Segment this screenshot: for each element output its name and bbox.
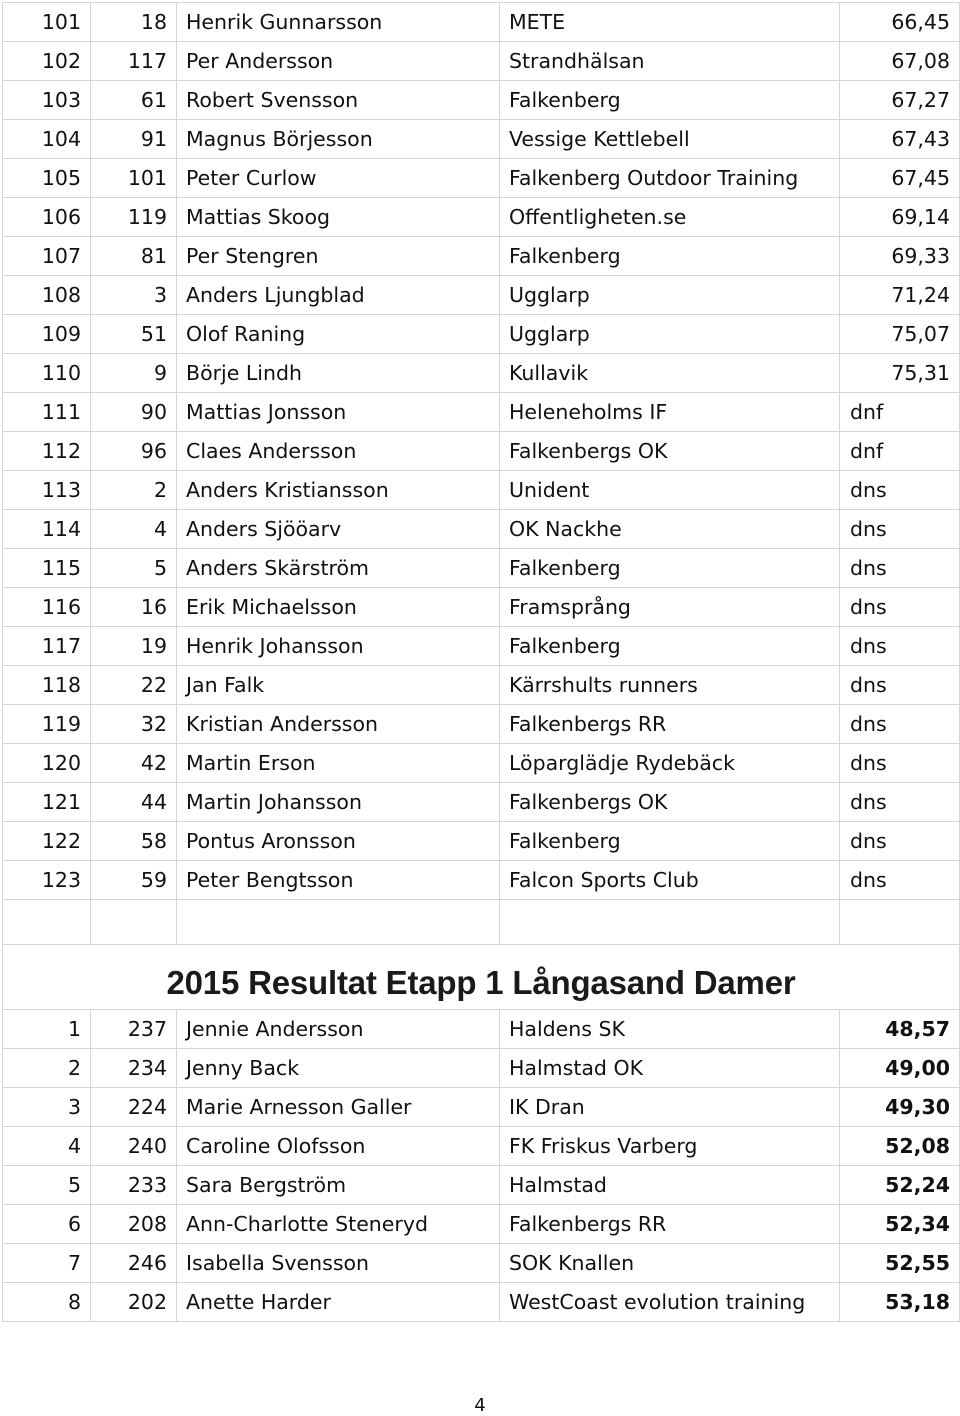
- result-row: [3, 1010, 960, 1049]
- runner-name-cell: Sara Bergström: [177, 1166, 500, 1205]
- club-cell: OK Nackhe: [500, 510, 840, 549]
- runner-name-cell: Anders Ljungblad: [177, 276, 500, 315]
- bib-number-cell: 234: [91, 1049, 177, 1088]
- time-cell: 52,55: [840, 1244, 960, 1283]
- time-cell: 75,31: [840, 354, 960, 393]
- result-row: [3, 1166, 960, 1205]
- club-cell: Framsprång: [500, 588, 840, 627]
- result-row: [3, 237, 960, 276]
- club-cell: Falkenberg: [500, 627, 840, 666]
- result-row: [3, 1283, 960, 1322]
- time-cell: 52,08: [840, 1127, 960, 1166]
- time-cell: dns: [840, 744, 960, 783]
- damer-results: [3, 1010, 960, 1322]
- runner-name-cell: Caroline Olofsson: [177, 1127, 500, 1166]
- section-heading-row: [3, 945, 960, 1010]
- position-cell: 116: [3, 588, 91, 627]
- runner-name-cell: Per Andersson: [177, 42, 500, 81]
- position-cell: 6: [3, 1205, 91, 1244]
- bib-number-cell: 119: [91, 198, 177, 237]
- runner-name-cell: Magnus Börjesson: [177, 120, 500, 159]
- bib-number-cell: 208: [91, 1205, 177, 1244]
- time-cell: dns: [840, 822, 960, 861]
- result-row: [3, 471, 960, 510]
- time-cell: 67,43: [840, 120, 960, 159]
- results-table: [2, 2, 960, 1322]
- page-number: 4: [474, 1395, 486, 1416]
- club-cell: Falkenberg Outdoor Training: [500, 159, 840, 198]
- club-cell: Falkenberg: [500, 822, 840, 861]
- section-title: 2015 Resultat Etapp 1 Långasand Damer: [166, 964, 796, 1001]
- runner-name-cell: Pontus Aronsson: [177, 822, 500, 861]
- runner-name-cell: Anette Harder: [177, 1283, 500, 1322]
- blank-row: [3, 900, 960, 945]
- runner-name-cell: Martin Johansson: [177, 783, 500, 822]
- result-row: [3, 1205, 960, 1244]
- time-cell: 69,14: [840, 198, 960, 237]
- position-cell: 123: [3, 861, 91, 900]
- runner-name-cell: Erik Michaelsson: [177, 588, 500, 627]
- time-cell: 52,24: [840, 1166, 960, 1205]
- result-row: [3, 1049, 960, 1088]
- result-row: [3, 42, 960, 81]
- position-cell: 112: [3, 432, 91, 471]
- club-cell: Löparglädje Rydebäck: [500, 744, 840, 783]
- result-row: [3, 1244, 960, 1283]
- club-cell: Kärrshults runners: [500, 666, 840, 705]
- runner-name-cell: Mattias Skoog: [177, 198, 500, 237]
- result-row: [3, 1088, 960, 1127]
- result-row: [3, 861, 960, 900]
- time-cell: 49,00: [840, 1049, 960, 1088]
- result-row: [3, 159, 960, 198]
- time-cell: 66,45: [840, 3, 960, 42]
- time-cell: dns: [840, 471, 960, 510]
- club-cell: Halmstad OK: [500, 1049, 840, 1088]
- runner-name-cell: Henrik Gunnarsson: [177, 3, 500, 42]
- result-row: [3, 705, 960, 744]
- bib-number-cell: 61: [91, 81, 177, 120]
- runner-name-cell: Henrik Johansson: [177, 627, 500, 666]
- runner-name-cell: Jennie Andersson: [177, 1010, 500, 1049]
- bib-number-cell: 44: [91, 783, 177, 822]
- club-cell: Strandhälsan: [500, 42, 840, 81]
- club-cell: Unident: [500, 471, 840, 510]
- bib-number-cell: 240: [91, 1127, 177, 1166]
- runner-name-cell: Anders Kristiansson: [177, 471, 500, 510]
- bib-number-cell: 90: [91, 393, 177, 432]
- result-row: [3, 81, 960, 120]
- result-row: [3, 198, 960, 237]
- position-cell: 103: [3, 81, 91, 120]
- time-cell: 52,34: [840, 1205, 960, 1244]
- time-cell: dns: [840, 549, 960, 588]
- position-cell: 111: [3, 393, 91, 432]
- runner-name-cell: Per Stengren: [177, 237, 500, 276]
- time-cell: 67,08: [840, 42, 960, 81]
- position-cell: 105: [3, 159, 91, 198]
- position-cell: 108: [3, 276, 91, 315]
- bib-number-cell: 18: [91, 3, 177, 42]
- result-row: [3, 744, 960, 783]
- position-cell: 7: [3, 1244, 91, 1283]
- club-cell: FK Friskus Varberg: [500, 1127, 840, 1166]
- bib-number-cell: 4: [91, 510, 177, 549]
- bib-number-cell: 246: [91, 1244, 177, 1283]
- bib-number-cell: 81: [91, 237, 177, 276]
- runner-name-cell: Anders Skärström: [177, 549, 500, 588]
- time-cell: dns: [840, 627, 960, 666]
- position-cell: 107: [3, 237, 91, 276]
- position-cell: 3: [3, 1088, 91, 1127]
- runner-name-cell: Kristian Andersson: [177, 705, 500, 744]
- club-cell: Falkenberg: [500, 81, 840, 120]
- bib-number-cell: 42: [91, 744, 177, 783]
- club-cell: Falkenbergs RR: [500, 705, 840, 744]
- runner-name-cell: Anders Sjööarv: [177, 510, 500, 549]
- club-cell: IK Dran: [500, 1088, 840, 1127]
- bib-number-cell: 59: [91, 861, 177, 900]
- bib-number-cell: 237: [91, 1010, 177, 1049]
- club-cell: Falkenbergs RR: [500, 1205, 840, 1244]
- position-cell: 4: [3, 1127, 91, 1166]
- time-cell: dns: [840, 666, 960, 705]
- position-cell: 115: [3, 549, 91, 588]
- position-cell: 1: [3, 1010, 91, 1049]
- runner-name-cell: Peter Curlow: [177, 159, 500, 198]
- club-cell: Heleneholms IF: [500, 393, 840, 432]
- club-cell: Kullavik: [500, 354, 840, 393]
- position-cell: 121: [3, 783, 91, 822]
- position-cell: 118: [3, 666, 91, 705]
- result-row: [3, 822, 960, 861]
- result-row: [3, 666, 960, 705]
- club-cell: Falcon Sports Club: [500, 861, 840, 900]
- position-cell: 5: [3, 1166, 91, 1205]
- time-cell: 67,45: [840, 159, 960, 198]
- club-cell: Ugglarp: [500, 276, 840, 315]
- bib-number-cell: 16: [91, 588, 177, 627]
- bib-number-cell: 58: [91, 822, 177, 861]
- club-cell: Offentligheten.se: [500, 198, 840, 237]
- result-row: [3, 315, 960, 354]
- position-cell: 104: [3, 120, 91, 159]
- bib-number-cell: 19: [91, 627, 177, 666]
- position-cell: 113: [3, 471, 91, 510]
- club-cell: WestCoast evolution training: [500, 1283, 840, 1322]
- club-cell: Falkenbergs OK: [500, 432, 840, 471]
- bib-number-cell: 91: [91, 120, 177, 159]
- time-cell: 67,27: [840, 81, 960, 120]
- position-cell: 114: [3, 510, 91, 549]
- result-row: [3, 120, 960, 159]
- section-separator: [3, 900, 960, 1010]
- result-row: [3, 393, 960, 432]
- result-row: [3, 432, 960, 471]
- runner-name-cell: Robert Svensson: [177, 81, 500, 120]
- club-cell: Vessige Kettlebell: [500, 120, 840, 159]
- result-row: [3, 354, 960, 393]
- position-cell: 2: [3, 1049, 91, 1088]
- position-cell: 122: [3, 822, 91, 861]
- position-cell: 101: [3, 3, 91, 42]
- result-row: [3, 1127, 960, 1166]
- club-cell: Falkenberg: [500, 549, 840, 588]
- bib-number-cell: 3: [91, 276, 177, 315]
- bib-number-cell: 202: [91, 1283, 177, 1322]
- position-cell: 117: [3, 627, 91, 666]
- position-cell: 102: [3, 42, 91, 81]
- club-cell: Halmstad: [500, 1166, 840, 1205]
- time-cell: 75,07: [840, 315, 960, 354]
- time-cell: dns: [840, 783, 960, 822]
- time-cell: dns: [840, 861, 960, 900]
- runner-name-cell: Ann-Charlotte Steneryd: [177, 1205, 500, 1244]
- club-cell: METE: [500, 3, 840, 42]
- result-row: [3, 549, 960, 588]
- runner-name-cell: Börje Lindh: [177, 354, 500, 393]
- runner-name-cell: Olof Raning: [177, 315, 500, 354]
- bib-number-cell: 32: [91, 705, 177, 744]
- bib-number-cell: 96: [91, 432, 177, 471]
- club-cell: Falkenbergs OK: [500, 783, 840, 822]
- position-cell: 106: [3, 198, 91, 237]
- herrar-results: [3, 3, 960, 900]
- club-cell: Ugglarp: [500, 315, 840, 354]
- time-cell: dnf: [840, 432, 960, 471]
- runner-name-cell: Marie Arnesson Galler: [177, 1088, 500, 1127]
- runner-name-cell: Martin Erson: [177, 744, 500, 783]
- runner-name-cell: Mattias Jonsson: [177, 393, 500, 432]
- time-cell: dns: [840, 705, 960, 744]
- result-row: [3, 588, 960, 627]
- result-row: [3, 627, 960, 666]
- result-row: [3, 783, 960, 822]
- bib-number-cell: 5: [91, 549, 177, 588]
- club-cell: Haldens SK: [500, 1010, 840, 1049]
- runner-name-cell: Jenny Back: [177, 1049, 500, 1088]
- time-cell: 71,24: [840, 276, 960, 315]
- time-cell: dns: [840, 588, 960, 627]
- club-cell: SOK Knallen: [500, 1244, 840, 1283]
- position-cell: 8: [3, 1283, 91, 1322]
- runner-name-cell: Jan Falk: [177, 666, 500, 705]
- position-cell: 119: [3, 705, 91, 744]
- runner-name-cell: Claes Andersson: [177, 432, 500, 471]
- runner-name-cell: Peter Bengtsson: [177, 861, 500, 900]
- result-row: [3, 510, 960, 549]
- club-cell: Falkenberg: [500, 237, 840, 276]
- time-cell: dns: [840, 510, 960, 549]
- position-cell: 109: [3, 315, 91, 354]
- bib-number-cell: 22: [91, 666, 177, 705]
- bib-number-cell: 117: [91, 42, 177, 81]
- bib-number-cell: 2: [91, 471, 177, 510]
- time-cell: dnf: [840, 393, 960, 432]
- bib-number-cell: 224: [91, 1088, 177, 1127]
- bib-number-cell: 9: [91, 354, 177, 393]
- time-cell: 49,30: [840, 1088, 960, 1127]
- bib-number-cell: 101: [91, 159, 177, 198]
- time-cell: 69,33: [840, 237, 960, 276]
- runner-name-cell: Isabella Svensson: [177, 1244, 500, 1283]
- time-cell: 48,57: [840, 1010, 960, 1049]
- result-row: [3, 3, 960, 42]
- position-cell: 120: [3, 744, 91, 783]
- bib-number-cell: 51: [91, 315, 177, 354]
- position-cell: 110: [3, 354, 91, 393]
- bib-number-cell: 233: [91, 1166, 177, 1205]
- result-row: [3, 276, 960, 315]
- time-cell: 53,18: [840, 1283, 960, 1322]
